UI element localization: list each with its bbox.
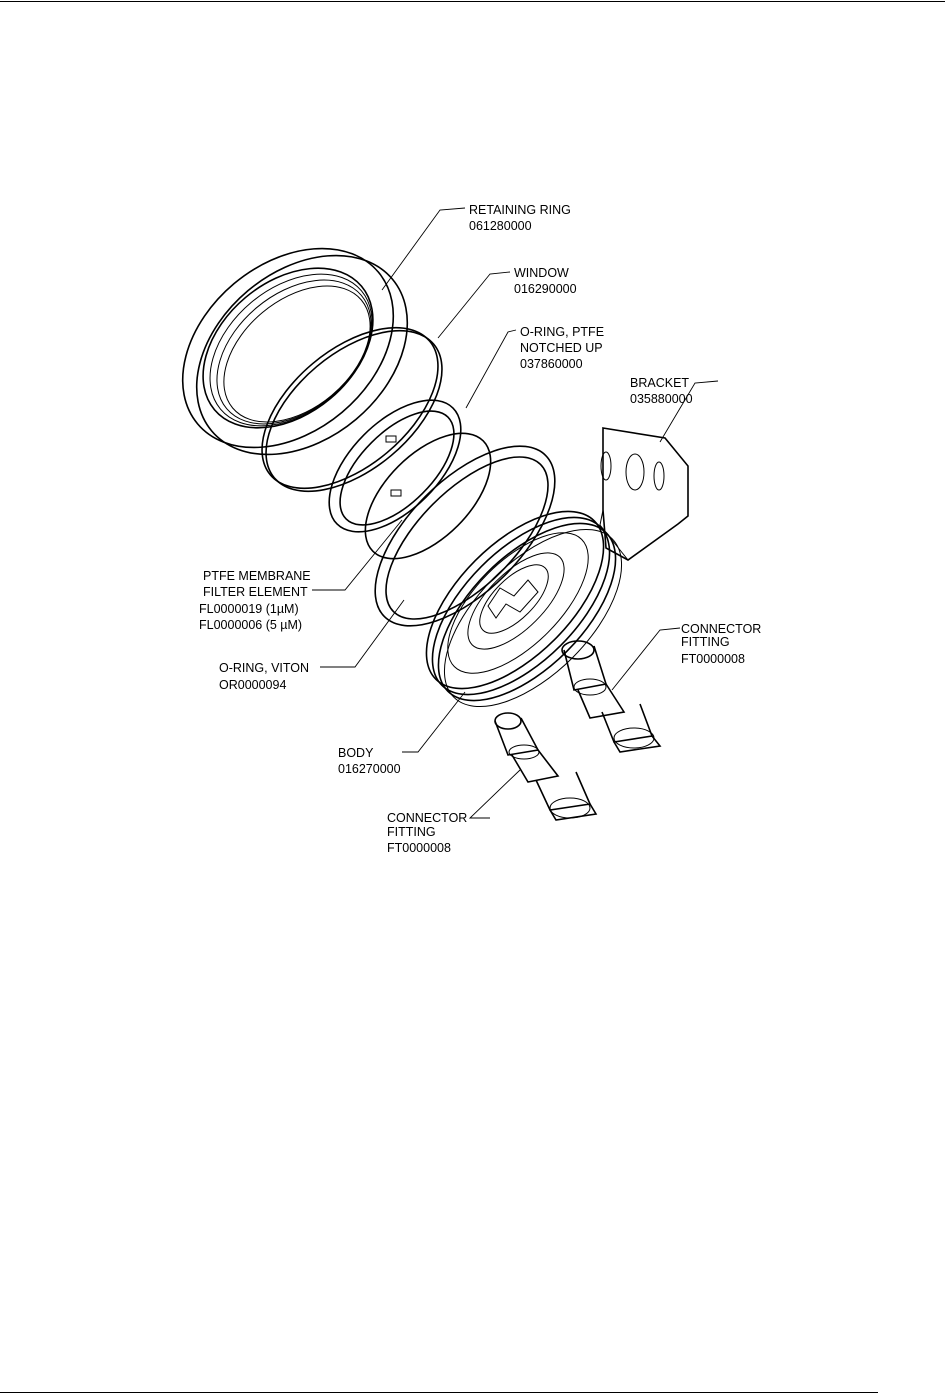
label-body-part: 016270000 xyxy=(338,762,401,776)
label-membrane-part2: FL0000006 (5 µM) xyxy=(199,618,303,632)
label-oring-ptfe-name1: O-RING, PTFE xyxy=(520,325,605,339)
connector-bottom-drawing xyxy=(495,713,596,820)
label-oring-ptfe-part: 037860000 xyxy=(520,357,583,371)
connector-right-drawing xyxy=(562,641,660,752)
leader-lines xyxy=(312,208,718,818)
label-window-part: 016290000 xyxy=(514,282,577,296)
label-connector-right-part: FT0000008 xyxy=(681,652,745,666)
label-connector-right-name1: CONNECTOR xyxy=(681,622,762,636)
label-oring-viton-part: OR0000094 xyxy=(219,678,287,692)
oring-viton-drawing xyxy=(345,416,585,656)
label-oring-viton-name: O-RING, VITON xyxy=(219,661,310,675)
label-retaining-ring-name: RETAINING RING xyxy=(469,203,571,217)
label-retaining-ring-part: 061280000 xyxy=(469,219,532,233)
label-oring-ptfe-name2: NOTCHED UP xyxy=(520,341,603,355)
retaining-ring-drawing xyxy=(144,208,447,495)
label-body-name: BODY xyxy=(338,746,374,760)
label-bracket-part: 035880000 xyxy=(630,392,693,406)
window-drawing xyxy=(233,297,471,523)
label-connector-right-name2: FITTING xyxy=(681,635,730,649)
label-membrane-name1: PTFE MEMBRANE xyxy=(203,569,311,583)
footer-rule xyxy=(0,1392,878,1393)
label-connector-bottom-part: FT0000008 xyxy=(387,841,451,855)
label-window-name: WINDOW xyxy=(514,266,569,280)
label-membrane-name2: FILTER ELEMENT xyxy=(203,585,308,599)
label-connector-bottom-name1: CONNECTOR xyxy=(387,811,468,825)
label-bracket-name: BRACKET xyxy=(630,376,690,390)
body-drawing xyxy=(396,481,652,737)
label-connector-bottom-name2: FITTING xyxy=(387,825,436,839)
label-membrane-part1: FL0000019 (1µM) xyxy=(199,602,299,616)
